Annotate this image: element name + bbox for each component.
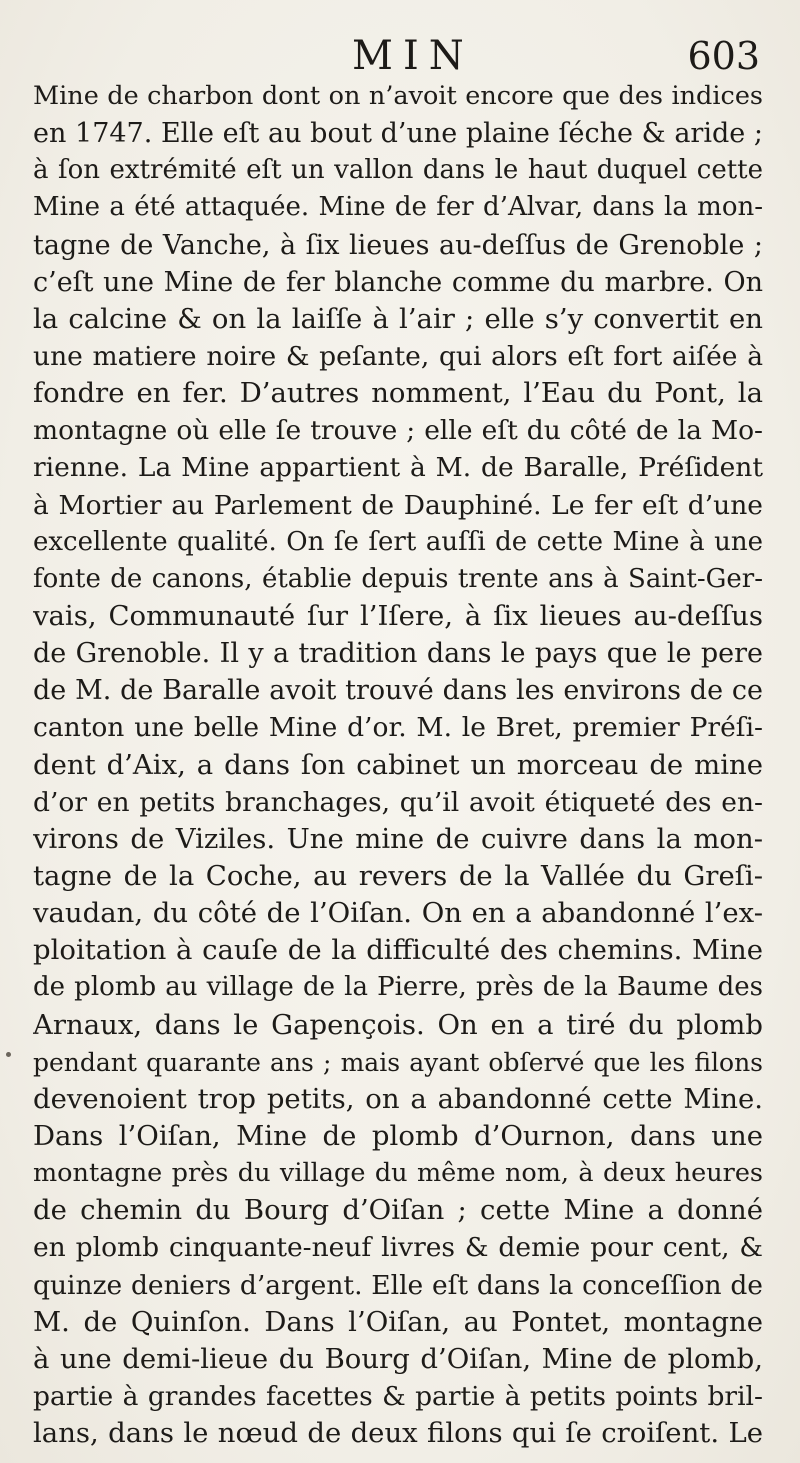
- text-line: Mine a été attaquée. Mine de fer d’Alvar, dans la mon-: [33, 192, 763, 223]
- text-line: montagne près du village du même nom, à deux heures: [33, 1158, 763, 1189]
- text-line: de plomb au village de la Pierre, près de la Baume des: [33, 972, 763, 1003]
- text-line: vais, Communauté ſur l’Iſere, à ſix lieues au-deſſus: [33, 599, 763, 632]
- text-line: partie à grandes facettes & partie à petits points bril-: [33, 1380, 763, 1412]
- text-line: virons de Viziles. Une mine de cuivre dans la mon-: [33, 822, 763, 855]
- page-header: [0, 30, 800, 82]
- text-line: à ſon extrémité eſt un vallon dans le haut duquel cette: [33, 155, 763, 186]
- text-line: montagne où elle ſe trouve ; elle eſt du côté de la Mo-: [33, 415, 763, 447]
- text-line: dent d’Aix, a dans ſon cabinet un morceau de mine: [33, 748, 763, 781]
- page-number: 603: [687, 34, 760, 78]
- text-line: fonte de canons, établie depuis trente ans à Saint-Ger-: [33, 563, 763, 594]
- text-line: Arnaux, dans le Gapençois. On en a tiré du plomb: [33, 1008, 763, 1041]
- text-line: pendant quarante ans ; mais ayant obſervé que les filons: [33, 1047, 763, 1077]
- text-line: ploitation à cauſe de la difficulté des chemins. Mine: [33, 934, 763, 967]
- text-line: en 1747. Elle eſt au bout d’une plaine ſéche & aride ;: [33, 118, 763, 150]
- text-line: tagne de Vanche, à ſix lieues au-deſſus de Grenoble ;: [33, 229, 763, 261]
- body-text: [33, 78, 763, 1452]
- text-line: lans, dans le nœud de deux filons qui ſe croiſent. Le: [33, 1417, 763, 1450]
- text-line: vaudan, du côté de l’Oiſan. On en a abandonné l’ex-: [33, 897, 763, 930]
- text-line: à une demi-lieue du Bourg d’Oiſan, Mine de plomb,: [33, 1342, 763, 1375]
- text-line: Mine de charbon dont on n’avoit encore que des indices: [33, 81, 763, 111]
- text-line: Dans l’Oiſan, Mine de plomb d’Ournon, dans une: [33, 1119, 763, 1152]
- text-line: M. de Quinſon. Dans l’Oiſan, au Pontet, montagne: [33, 1305, 763, 1338]
- text-line: une matiere noire & peſante, qui alors eſt fort aiſée à: [33, 340, 763, 372]
- text-line: rienne. La Mine appartient à M. de Baralle, Préſident: [33, 452, 763, 484]
- running-head: MIN: [352, 33, 474, 79]
- text-line: tagne de la Coche, au revers de la Vallée du Greſi-: [33, 859, 763, 892]
- text-line: d’or en petits branchages, qu’il avoit étiqueté des en-: [33, 786, 763, 818]
- text-line: quinze deniers d’argent. Elle eſt dans la conceſſion de: [33, 1269, 763, 1301]
- text-line: à Mortier au Parlement de Dauphiné. Le fer eſt d’une: [33, 489, 763, 521]
- text-line: de Grenoble. Il y a tradition dans le pays que le pere: [33, 638, 763, 670]
- text-line: la calcine & on la laiſſe à l’air ; elle s’y convertit en: [33, 302, 763, 335]
- text-line: canton une belle Mine d’or. M. le Bret, premier Préſi-: [33, 712, 763, 744]
- text-line: de M. de Baralle avoit trouvé dans les environs de ce: [33, 675, 763, 707]
- text-line: devenoient trop petits, on a abandonné cette Mine.: [33, 1082, 763, 1115]
- text-line: de chemin du Bourg d’Oiſan ; cette Mine a donné: [33, 1194, 763, 1227]
- text-line: c’eſt une Mine de fer blanche comme du marbre. On: [33, 266, 763, 298]
- text-line: fondre en fer. D’autres nomment, l’Eau du Pont, la: [33, 377, 763, 410]
- margin-mark: [6, 1052, 11, 1057]
- text-line: en plomb cinquante-neuf livres & demie pour cent, &: [33, 1232, 763, 1264]
- text-line: excellente qualité. On ſe ſert auſſi de cette Mine à une: [33, 526, 763, 557]
